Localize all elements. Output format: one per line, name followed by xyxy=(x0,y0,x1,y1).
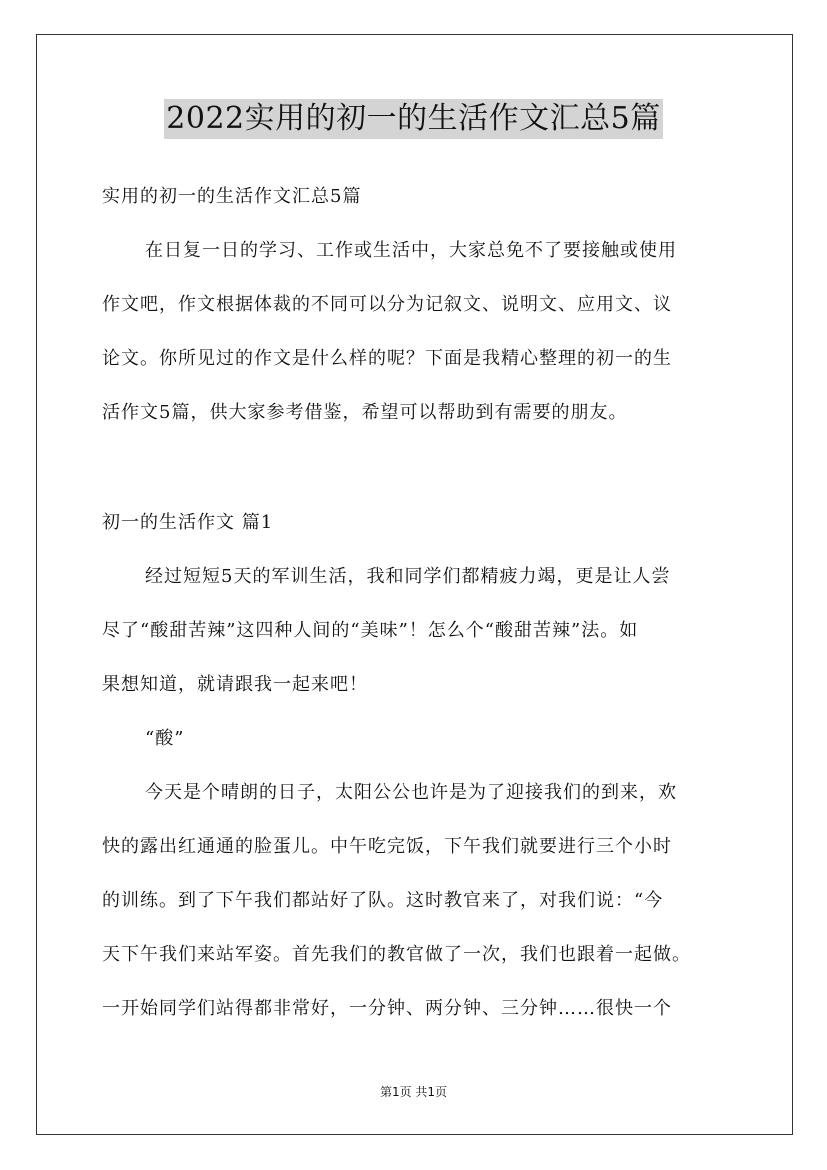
body-line: 经过短短5天的军训生活，我和同学们都精疲力竭，更是让人尝 xyxy=(145,566,671,587)
document-title: 2022实用的初一的生活作文汇总5篇 xyxy=(164,99,662,139)
body-line: 的训练。到了下午我们都站好了队。这时教官来了，对我们说：“今 xyxy=(102,890,664,911)
intro-line: 活作文5篇，供大家参考借鉴，希望可以帮助到有需要的朋友。 xyxy=(102,402,628,423)
title-container xyxy=(0,99,827,139)
body-line: 果想知道，就请跟我一起来吧！ xyxy=(102,674,368,695)
body-line: 天下午我们来站军姿。首先我们的教官做了一次，我们也跟着一起做。 xyxy=(102,944,691,965)
page-footer: 第1页 共1页 xyxy=(379,1085,448,1099)
subtitle: 实用的初一的生活作文汇总5篇 xyxy=(102,186,362,207)
intro-line: 在日复一日的学习、工作或生活中，大家总免不了要接触或使用 xyxy=(145,240,677,261)
intro-line: 作文吧，作文根据体裁的不同可以分为记叙文、说明文、应用文、议 xyxy=(102,294,672,315)
body-line: “酸” xyxy=(145,728,185,749)
body-line: 今天是个晴朗的日子，太阳公公也许是为了迎接我们的到来，欢 xyxy=(145,782,677,803)
section-heading: 初一的生活作文 篇1 xyxy=(102,512,274,533)
body-line: 尽了“酸甜苦辣”这四种人间的“美味”！怎么个“酸甜苦辣”法。如 xyxy=(102,620,639,641)
body-line: 快的露出红通通的脸蛋儿。中午吃完饭，下午我们就要进行三个小时 xyxy=(102,836,672,857)
intro-line: 论文。你所见过的作文是什么样的呢？下面是我精心整理的初一的生 xyxy=(102,348,672,369)
body-line: 一开始同学们站得都非常好，一分钟、两分钟、三分钟……很快一个 xyxy=(102,998,672,1019)
